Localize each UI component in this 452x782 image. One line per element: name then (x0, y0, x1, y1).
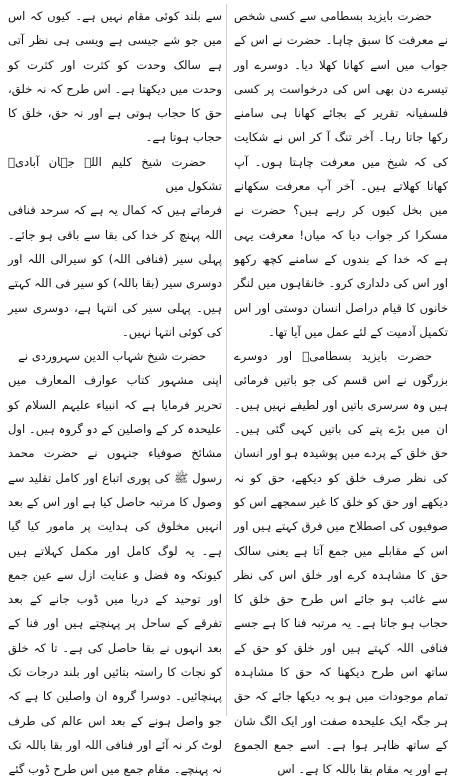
paragraph-fana-baqa: حضرت بایزید بسطامیؒ اور دوسرے بزرگوں نے اس قسم کی جو باتیں فرمائی ہیں وہ سرسری باتیں اور لطیفے نہیں ہیں۔ ان میں بڑے پتے کی باتیں کہی گئی ہیں۔ حق خلق کے پردے میں پوشیدہ ہو اور انسان کی نظر صرف خلق کو دیکھے، حق کو نہ دیکھے اور حق کو خلق کا غیر سمجھے اس کو صوفیوں کی اصطلاح میں فرق کہتے ہیں اور اس کے مقابلے میں جمع آتا ہے یعنی سالک حق کا مشاہدہ کرے اور خلق اس کی نظر سے غائب ہو جائے اس طرح حق خلق کا حجاب ہو جاتا ہے۔ یہ مرتبہ فنا کا ہے جسے فنافی اللہ کہتے ہیں اور خلق کو حق کے ساتھ اس طرح دیکھنا کہ حق کا مشاہدہ تمام موجودات میں ہو یہ دیکھا جائے کہ حق ہر جگہ ایک علیحدہ صفت اور ایک الگ شان کے ساتھ ظاہر ہوا ہے۔ اسے جمع الجموع ہے اور یہ مقام بقا باللہ کا ہے۔ اس (234, 349, 448, 777)
column-divider (226, 4, 227, 716)
right-text-column (234, 4, 448, 777)
left-text-column (8, 4, 222, 777)
paragraph-kalimullah: فرماتے ہیں کہ کمال یہ ہے کہ سرحد فنافی اللہ پہنچ کر خدا کی بقا سے باقی ہو جائے۔ پہلی سیر (فنافی اللہ) کو سیرالی اللہ اور دوسری سیر (بقا باللہ) کو سیر فی اللہ کہتے ہیں۔ پہلی سیر کی انتہا ہے، دوسری سیر کی کوئی انتہا نہیں۔ (8, 203, 222, 339)
paragraph-suhrawardi: اپنی مشہور کتاب عوارف المعارف میں تحریر فرمایا ہے کہ انبیاء علیہم السلام کو علیحدہ کر کے واصلین کے دو گروہ ہیں۔ اول مشائخ صوفیاء جنہوں نے حضرت محمد رسول ﷺ کی پوری اتباع اور کامل تقلید سے وصول کا مرتبہ حاصل کیا ہے اور اس کے بعد انہیں مخلوق کی ہدایت پر مامور کیا گیا ہے۔ یہ لوگ کامل اور مکمل کہلاتے ہیں کیونکہ وہ فضل و عنایت ازل سے عین جمع اور توحید کے دریا میں ڈوب جانے کے بعد تفرقے کے ساحل پر پہنچتے ہیں اور فنا کے بعد انہوں نے بقا حاصل کی ہے۔ تا کہ خلق کو نجات کا راستہ بتائیں اور بلند درجات تک پہنچائیں۔ دوسرا گروہ ان واصلین کا ہے کہ جو واصل ہونے کے بعد اس عالم کی طرف لوٹ کر نہ آئے اور فنافی اللہ اور بقا باللہ تک نہ پہنچے۔ مقام جمع میں اس طرح ڈوب گئے (8, 373, 222, 777)
heading-kalimullah: حضرت شیخ کلیم اللہ جہان آبادیؒ تشکول میں (8, 154, 222, 194)
paragraph-continuation: سے بلند کوئی مقام نہیں ہے۔ کیوں کہ اس میں جو شے جیسی ہے ویسی ہی نظر آتی ہے سالک وحدت کو کثرت اور کثرت کو وحدت میں دیکھتا ہے۔ اس طرح کہ نہ خلق، حق کا حجاب ہوتی ہے اور نہ حق، خلق کا حجاب ہوتا ہے۔ (8, 9, 222, 145)
paragraph-bayazid-marifat: حضرت بایزید بسطامی سے کسی شخص نے معرفت کا سبق چاہا۔ حضرت نے اس کے جواب میں اسے کھانا کھلا دیا۔ دوسرے اور تیسرے دن بھی اس کی درخواست پر کسی فلسفیانہ تقریر کے بجائے کھانا ہی سامنے رکھا جاتا رہا۔ آخر تنگ آ کر اس نے شکایت کی کہ شیخ میں معرفت چاہتا ہوں۔ آپ کھانا کھلاتے ہیں۔ آخر آپ معرفت سکھانے میں بخل کیوں کر رہے ہیں؟ حضرت نے مسکرا کر جواب دیا کہ میاں! معرفت یہی ہے کہ خدا کے بندوں کے سامنے کچھ رکھو اور اس کی دلداری کرو۔ خانقاہوں میں لنگر خانوں کا قیام دراصل انسان دوستی اور اس تکمیل آدمیت کے لئے عمل میں آیا تھا۔ (234, 9, 448, 339)
heading-suhrawardi: حضرت شیخ شہاب الدین سہروردی نے (18, 349, 206, 364)
